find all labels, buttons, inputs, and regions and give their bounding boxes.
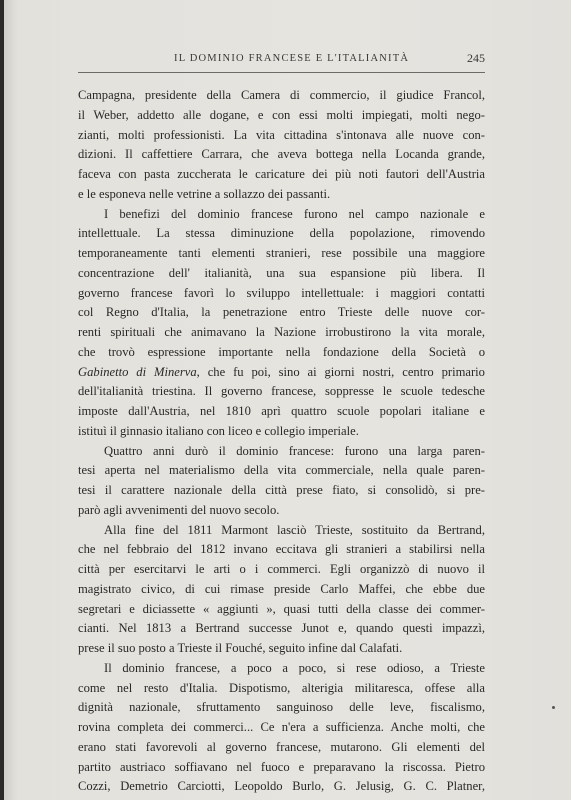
text-line: zianti, molti professionisti. La vita cittadina s'intonava alle nuove con- <box>78 127 485 142</box>
text-line: dizioni. Il caffettiere Carrara, che aveva bottega nella Locanda grande, <box>78 147 485 162</box>
text-line: segretari e diciassette « aggiunti », quasi tutti della classe dei commer- <box>78 601 485 616</box>
text-line: città per esercitarvi le arti o i commerci. Egli organizzò di nuovo il <box>78 562 485 576</box>
running-title: IL DOMINIO FRANCESE E L'ITALIANITÀ <box>174 53 410 64</box>
header-rule <box>78 72 485 73</box>
text-line: dell'italianità triestina. Il governo francese, soppresse le scuole tedesche <box>78 384 485 399</box>
text-line: Il dominio francese, a poco a poco, si rese odioso, a Trieste <box>104 660 485 675</box>
page-number: 245 <box>467 51 485 65</box>
italic-title: Gabinetto di Minerva <box>78 364 197 379</box>
page-header <box>78 50 485 68</box>
text-line: erano stati favorevoli al governo francese, mutarono. Gli elementi del <box>78 739 485 754</box>
text-line: come nel resto d'Italia. Dispotismo, alterigia militaresca, offese alla <box>78 680 485 695</box>
text-line: Gabinetto di Minerva, che fu poi, sino ai giorni nostri, centro primario <box>78 364 485 379</box>
text-line: Campagna, presidente della Camera di commercio, il giudice Francol, <box>78 88 485 102</box>
text-line: governo francese favorì lo sviluppo intellettuale: i maggiori contatti <box>78 285 485 300</box>
text-line: e le esponeva nelle vetrine a sollazzo dei passanti. <box>78 186 331 201</box>
text-line: istituì il ginnasio italiano con liceo e collegio imperiale. <box>78 423 359 438</box>
text-line: rovina completa dei commerci... Ce n'era a sufficienza. Anche molti, che <box>78 720 485 734</box>
text-line: cianti. Nel 1813 a Bertrand successe Junot e, quando questi impazzì, <box>78 621 485 636</box>
text-line: Quattro anni durò il dominio francese: furono una larga paren- <box>104 443 485 458</box>
text-line: magistrato civico, di cui rimase preside Carlo Maffei, che ebbe due <box>78 581 485 596</box>
text-line: concentrazione dell' italianità, una sua espansione più libera. Il <box>78 265 485 280</box>
text-line: il Weber, addetto alle dogane, e con essi molti impiegati, molti nego- <box>78 107 485 122</box>
text-line: renti spirituali che animavano la Nazione irrobustirono la vita morale, <box>78 325 485 339</box>
text-line: temporaneamente tanti elementi stranieri, rese possibile una maggiore <box>78 246 485 260</box>
text-line: intellettuale. La stessa diminuzione della popolazione, rimovendo <box>78 226 485 241</box>
text-line: dignità nazionale, sfruttamento sanguinoso delle leve, fiscalismo, <box>78 700 485 715</box>
text-line: I benefizi del dominio francese furono nel campo nazionale e <box>104 206 485 221</box>
text-line: partito austriaco soffiavano nel fuoco e preparavano la riscossa. Pietro <box>78 759 485 774</box>
text-line: tesi aperta nel materialismo della vita commerciale, nella quale paren- <box>78 463 485 478</box>
text-line: tesi il carattere nazionale della città prese fiato, si consolidò, si pre- <box>78 483 485 497</box>
text-line: parò agli avvenimenti del nuovo secolo. <box>78 502 280 517</box>
page-edge-shadow <box>0 0 4 800</box>
text-line: che trovò espressione importante nella fondazione della Società o <box>78 344 485 359</box>
paper-speck <box>552 706 555 709</box>
text-line: imposte dall'Austria, nel 1810 aprì quattro scuole popolari italiane e <box>78 404 485 418</box>
text-line: che nel febbraio del 1812 invano eccitava gli stranieri a stabilirsi nella <box>78 542 485 557</box>
body-text <box>78 86 485 797</box>
text-line: prese il suo posto a Trieste il Fouché, seguito infine dal Calafati. <box>78 641 403 655</box>
text-line: faceva con pasta zuccherata le caricature dei più noti fautori dell'Austria <box>78 167 485 181</box>
text-line: col Regno d'Italia, la penetrazione entro Trieste delle nuove cor- <box>78 305 485 320</box>
text-line: Alla fine del 1811 Marmont lasciò Trieste, sostituito da Bertrand, <box>104 522 485 537</box>
text-line: Cozzi, Demetrio Carciotti, Leopoldo Burlo, G. Jelusig, G. C. Platner, <box>78 779 485 794</box>
